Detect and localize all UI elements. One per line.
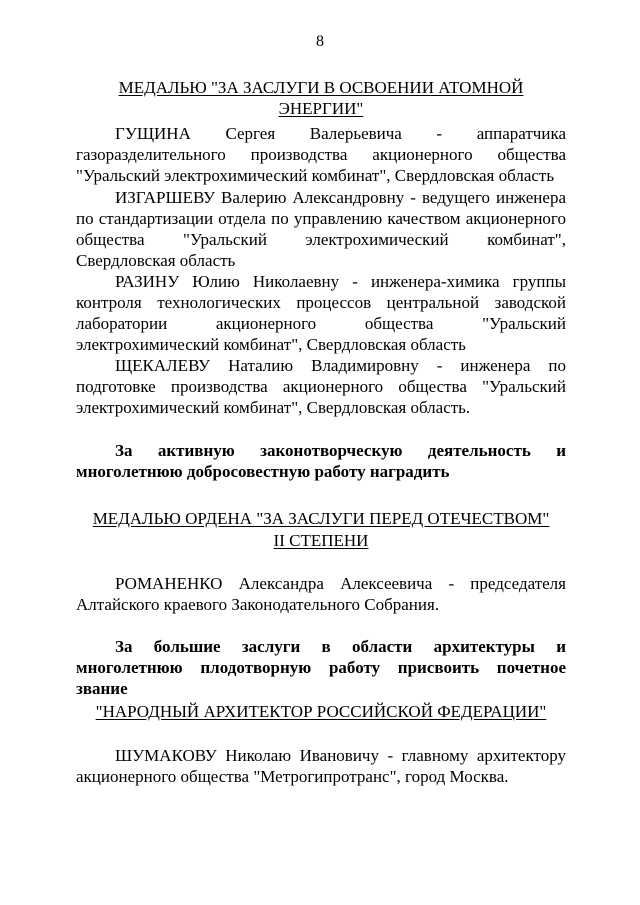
award-entry-text: ШУМАКОВУ Николаю Ивановичу - главному архитектору акционерного общества "Метрогипротранс", город Москва.	[76, 746, 566, 786]
award-entry	[76, 271, 566, 355]
award-intro-architecture	[76, 636, 566, 699]
award-entry	[76, 745, 566, 787]
award-entry-text: РОМАНЕНКО Александра Алексеевича - председателя Алтайского краевого Законодательного Собрания.	[76, 574, 566, 614]
award-intro-text: За активную законотворческую деятельность и многолетнюю добросовестную работу наградить	[76, 441, 566, 481]
award-entry	[76, 123, 566, 186]
award-entry-text: ГУЩИНА Сергея Валерьевича - аппаратчика газоразделительного производства акционерного общества "Уральский электрохимический комбинат", Свердловская область	[76, 124, 566, 185]
award-entry-text: ЩЕКАЛЕВУ Наталию Владимировну - инженера по подготовке производства акционерного общества "Уральский электрохимический комбинат", Свердловская область.	[76, 356, 566, 417]
award-intro-legislative	[76, 440, 566, 482]
section-heading-atomic-energy-medal: МЕДАЛЬЮ "ЗА ЗАСЛУГИ В ОСВОЕНИИ АТОМНОЙ ЭНЕРГИИ"	[118, 78, 524, 118]
page-number: 8	[316, 33, 324, 50]
section-heading-fatherland-medal: МЕДАЛЬЮ ОРДЕНА "ЗА ЗАСЛУГИ ПЕРЕД ОТЕЧЕСТВОМ"	[92, 509, 550, 528]
section-heading-honorary-title: "НАРОДНЫЙ АРХИТЕКТОР РОССИЙСКОЙ ФЕДЕРАЦИИ"	[95, 702, 547, 721]
section-heading-fatherland-medal-degree: II СТЕПЕНИ	[273, 531, 369, 550]
award-entry	[76, 187, 566, 271]
award-intro-text: За большие заслуги в области архитектуры и многолетнюю плодотворную работу присвоить почетное звание	[76, 637, 566, 698]
award-entry	[76, 355, 566, 418]
award-entry-text: РАЗИНУ Юлию Николаевну - инженера-химика группы контроля технологических процессов центральной заводской лаборатории акционерного общества "Уральский электрохимический комбинат", Свердловская область	[76, 272, 566, 354]
award-entry	[76, 573, 566, 615]
award-entry-text: ИЗГАРШЕВУ Валерию Александровну - ведущего инженера по стандартизации отдела по управлению качеством акционерного общества "Уральский электрохимический комбинат", Свердловская область	[76, 188, 566, 270]
